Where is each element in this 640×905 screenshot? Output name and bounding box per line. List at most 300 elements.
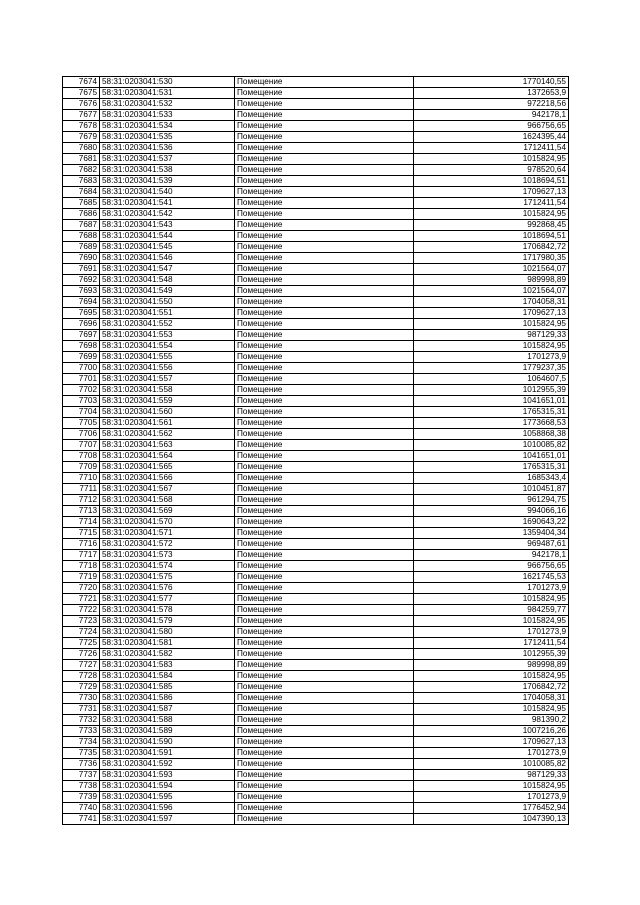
cadastral-number-cell: 58:31:0203041:535 [100,132,235,143]
cadastral-number-cell: 58:31:0203041:577 [100,594,235,605]
cadastral-number-cell: 58:31:0203041:562 [100,429,235,440]
object-type-cell: Помещение [235,385,414,396]
object-type-cell: Помещение [235,583,414,594]
row-number-cell: 7732 [63,715,100,726]
row-number-cell: 7687 [63,220,100,231]
cadastral-number-cell: 58:31:0203041:591 [100,748,235,759]
table-row [63,110,569,121]
table-row [63,407,569,418]
object-type-cell: Помещение [235,649,414,660]
cadastral-number-cell: 58:31:0203041:579 [100,616,235,627]
object-type-cell: Помещение [235,451,414,462]
cadastral-number-cell: 58:31:0203041:590 [100,737,235,748]
cadastral-value-cell: 1018694,51 [414,231,569,242]
row-number-cell: 7707 [63,440,100,451]
cadastral-value-cell: 1779237,35 [414,363,569,374]
cadastral-number-cell: 58:31:0203041:587 [100,704,235,715]
cadastral-number-cell: 58:31:0203041:556 [100,363,235,374]
row-number-cell: 7739 [63,792,100,803]
cadastral-number-cell: 58:31:0203041:560 [100,407,235,418]
row-number-cell: 7729 [63,682,100,693]
row-number-cell: 7721 [63,594,100,605]
cadastral-number-cell: 58:31:0203041:539 [100,176,235,187]
object-type-cell: Помещение [235,572,414,583]
table-row [63,704,569,715]
object-type-cell: Помещение [235,803,414,814]
object-type-cell: Помещение [235,275,414,286]
object-type-cell: Помещение [235,759,414,770]
object-type-cell: Помещение [235,440,414,451]
table-row [63,528,569,539]
cadastral-number-cell: 58:31:0203041:544 [100,231,235,242]
cadastral-number-cell: 58:31:0203041:550 [100,297,235,308]
row-number-cell: 7698 [63,341,100,352]
cadastral-number-cell: 58:31:0203041:531 [100,88,235,99]
table-row [63,231,569,242]
object-type-cell: Помещение [235,814,414,825]
object-type-cell: Помещение [235,539,414,550]
object-type-cell: Помещение [235,330,414,341]
row-number-cell: 7681 [63,154,100,165]
row-number-cell: 7705 [63,418,100,429]
cadastral-number-cell: 58:31:0203041:596 [100,803,235,814]
cadastral-value-cell: 1765315,31 [414,407,569,418]
table-row [63,374,569,385]
table-row [63,715,569,726]
cadastral-value-cell: 942178,1 [414,110,569,121]
table-row [63,693,569,704]
object-type-cell: Помещение [235,737,414,748]
object-type-cell: Помещение [235,352,414,363]
object-type-cell: Помещение [235,495,414,506]
cadastral-value-cell: 1701273,9 [414,792,569,803]
table-row [63,396,569,407]
cadastral-value-cell: 1709627,13 [414,187,569,198]
row-number-cell: 7700 [63,363,100,374]
cadastral-value-cell: 1010085,82 [414,759,569,770]
object-type-cell: Помещение [235,220,414,231]
cadastral-value-cell: 966756,65 [414,121,569,132]
row-number-cell: 7676 [63,99,100,110]
table-row [63,429,569,440]
table-row [63,385,569,396]
row-number-cell: 7682 [63,165,100,176]
table-row [63,187,569,198]
object-type-cell: Помещение [235,517,414,528]
cadastral-number-cell: 58:31:0203041:532 [100,99,235,110]
object-type-cell: Помещение [235,209,414,220]
row-number-cell: 7737 [63,770,100,781]
object-type-cell: Помещение [235,308,414,319]
object-type-cell: Помещение [235,715,414,726]
row-number-cell: 7689 [63,242,100,253]
cadastral-number-cell: 58:31:0203041:583 [100,660,235,671]
cadastral-value-cell: 1015824,95 [414,209,569,220]
cadastral-number-cell: 58:31:0203041:569 [100,506,235,517]
object-type-cell: Помещение [235,231,414,242]
object-type-cell: Помещение [235,132,414,143]
table-row [63,770,569,781]
table-row [63,308,569,319]
cadastral-value-cell: 1717980,35 [414,253,569,264]
cadastral-value-cell: 966756,65 [414,561,569,572]
cadastral-value-cell: 1712411,54 [414,143,569,154]
table-row [63,220,569,231]
cadastral-value-cell: 1015824,95 [414,154,569,165]
object-type-cell: Помещение [235,286,414,297]
cadastral-value-cell: 1010085,82 [414,440,569,451]
object-type-cell: Помещение [235,748,414,759]
cadastral-value-cell: 1015824,95 [414,616,569,627]
cadastral-number-cell: 58:31:0203041:545 [100,242,235,253]
table-row [63,781,569,792]
cadastral-value-cell: 1015824,95 [414,319,569,330]
cadastral-number-cell: 58:31:0203041:582 [100,649,235,660]
table-row [63,660,569,671]
cadastral-number-cell: 58:31:0203041:566 [100,473,235,484]
object-type-cell: Помещение [235,462,414,473]
cadastral-value-cell: 1706842,72 [414,242,569,253]
object-type-cell: Помещение [235,110,414,121]
table-row [63,352,569,363]
cadastral-value-cell: 969487,61 [414,539,569,550]
row-number-cell: 7710 [63,473,100,484]
cadastral-value-cell: 1701273,9 [414,352,569,363]
cadastral-value-cell: 1012955,39 [414,649,569,660]
object-type-cell: Помещение [235,319,414,330]
object-type-cell: Помещение [235,407,414,418]
row-number-cell: 7728 [63,671,100,682]
table-row [63,649,569,660]
table-row [63,605,569,616]
cadastral-number-cell: 58:31:0203041:540 [100,187,235,198]
row-number-cell: 7722 [63,605,100,616]
cadastral-number-cell: 58:31:0203041:571 [100,528,235,539]
cadastral-value-cell: 942178,1 [414,550,569,561]
object-type-cell: Помещение [235,77,414,88]
cadastral-value-cell: 1021564,07 [414,264,569,275]
table-row [63,572,569,583]
cadastral-number-cell: 58:31:0203041:595 [100,792,235,803]
object-type-cell: Помещение [235,781,414,792]
cadastral-number-cell: 58:31:0203041:565 [100,462,235,473]
table-row [63,319,569,330]
object-type-cell: Помещение [235,154,414,165]
cadastral-value-cell: 1021564,07 [414,286,569,297]
table-row [63,748,569,759]
row-number-cell: 7684 [63,187,100,198]
row-number-cell: 7736 [63,759,100,770]
table-body [63,77,569,825]
row-number-cell: 7718 [63,561,100,572]
object-type-cell: Помещение [235,363,414,374]
cadastral-number-cell: 58:31:0203041:543 [100,220,235,231]
cadastral-number-cell: 58:31:0203041:553 [100,330,235,341]
cadastral-value-cell: 1709627,13 [414,308,569,319]
object-type-cell: Помещение [235,198,414,209]
row-number-cell: 7741 [63,814,100,825]
object-type-cell: Помещение [235,341,414,352]
cadastral-number-cell: 58:31:0203041:581 [100,638,235,649]
cadastral-value-cell: 1015824,95 [414,594,569,605]
cadastral-number-cell: 58:31:0203041:558 [100,385,235,396]
cadastral-number-cell: 58:31:0203041:586 [100,693,235,704]
cadastral-number-cell: 58:31:0203041:584 [100,671,235,682]
row-number-cell: 7734 [63,737,100,748]
table-row [63,209,569,220]
table-row [63,484,569,495]
cadastral-value-cell: 1770140,55 [414,77,569,88]
cadastral-value-cell: 1041651,01 [414,451,569,462]
table-row [63,77,569,88]
row-number-cell: 7708 [63,451,100,462]
table-row [63,165,569,176]
cadastral-number-cell: 58:31:0203041:578 [100,605,235,616]
row-number-cell: 7719 [63,572,100,583]
object-type-cell: Помещение [235,484,414,495]
cadastral-number-cell: 58:31:0203041:537 [100,154,235,165]
cadastral-number-cell: 58:31:0203041:575 [100,572,235,583]
row-number-cell: 7692 [63,275,100,286]
cadastral-number-cell: 58:31:0203041:536 [100,143,235,154]
table-row [63,198,569,209]
object-type-cell: Помещение [235,704,414,715]
row-number-cell: 7711 [63,484,100,495]
cadastral-value-cell: 1015824,95 [414,781,569,792]
object-type-cell: Помещение [235,594,414,605]
row-number-cell: 7726 [63,649,100,660]
cadastral-number-cell: 58:31:0203041:594 [100,781,235,792]
row-number-cell: 7680 [63,143,100,154]
cadastral-number-cell: 58:31:0203041:542 [100,209,235,220]
row-number-cell: 7740 [63,803,100,814]
object-type-cell: Помещение [235,605,414,616]
cadastral-value-cell: 981390,2 [414,715,569,726]
cadastral-value-cell: 1706842,72 [414,682,569,693]
row-number-cell: 7678 [63,121,100,132]
cadastral-value-cell: 1058868,38 [414,429,569,440]
row-number-cell: 7685 [63,198,100,209]
cadastral-number-cell: 58:31:0203041:557 [100,374,235,385]
cadastral-value-cell: 987129,33 [414,770,569,781]
object-type-cell: Помещение [235,418,414,429]
table-row [63,638,569,649]
table-row [63,583,569,594]
cadastral-number-cell: 58:31:0203041:588 [100,715,235,726]
row-number-cell: 7675 [63,88,100,99]
row-number-cell: 7727 [63,660,100,671]
object-type-cell: Помещение [235,792,414,803]
row-number-cell: 7695 [63,308,100,319]
row-number-cell: 7724 [63,627,100,638]
object-type-cell: Помещение [235,473,414,484]
cadastral-number-cell: 58:31:0203041:552 [100,319,235,330]
cadastral-number-cell: 58:31:0203041:593 [100,770,235,781]
row-number-cell: 7712 [63,495,100,506]
cadastral-value-cell: 1007216,26 [414,726,569,737]
cadastral-number-cell: 58:31:0203041:551 [100,308,235,319]
table-row [63,462,569,473]
row-number-cell: 7709 [63,462,100,473]
row-number-cell: 7714 [63,517,100,528]
row-number-cell: 7735 [63,748,100,759]
cadastral-value-cell: 1701273,9 [414,748,569,759]
document-page [62,76,569,825]
cadastral-value-cell: 1704058,31 [414,693,569,704]
cadastral-value-cell: 1765315,31 [414,462,569,473]
object-type-cell: Помещение [235,506,414,517]
table-row [63,297,569,308]
row-number-cell: 7704 [63,407,100,418]
cadastral-value-cell: 1712411,54 [414,638,569,649]
table-row [63,792,569,803]
cadastral-value-cell: 989998,89 [414,660,569,671]
row-number-cell: 7723 [63,616,100,627]
object-type-cell: Помещение [235,396,414,407]
table-row [63,341,569,352]
row-number-cell: 7686 [63,209,100,220]
cadastral-value-cell: 994066,16 [414,506,569,517]
row-number-cell: 7691 [63,264,100,275]
object-type-cell: Помещение [235,627,414,638]
cadastral-value-cell: 1624395,44 [414,132,569,143]
table-row [63,418,569,429]
row-number-cell: 7713 [63,506,100,517]
table-row [63,561,569,572]
table-row [63,275,569,286]
cadastral-number-cell: 58:31:0203041:580 [100,627,235,638]
row-number-cell: 7693 [63,286,100,297]
object-type-cell: Помещение [235,561,414,572]
cadastral-number-cell: 58:31:0203041:585 [100,682,235,693]
object-type-cell: Помещение [235,693,414,704]
table-row [63,242,569,253]
table-row [63,88,569,99]
row-number-cell: 7694 [63,297,100,308]
cadastral-value-cell: 1704058,31 [414,297,569,308]
table-row [63,627,569,638]
row-number-cell: 7738 [63,781,100,792]
object-type-cell: Помещение [235,638,414,649]
cadastral-value-cell: 1015824,95 [414,341,569,352]
object-type-cell: Помещение [235,660,414,671]
cadastral-value-cell: 1047390,13 [414,814,569,825]
cadastral-value-cell: 1012955,39 [414,385,569,396]
object-type-cell: Помещение [235,770,414,781]
table-row [63,495,569,506]
object-type-cell: Помещение [235,253,414,264]
cadastral-number-cell: 58:31:0203041:538 [100,165,235,176]
row-number-cell: 7688 [63,231,100,242]
row-number-cell: 7717 [63,550,100,561]
row-number-cell: 7679 [63,132,100,143]
cadastral-value-cell: 1685343,4 [414,473,569,484]
cadastral-value-cell: 1064607,5 [414,374,569,385]
cadastral-number-cell: 58:31:0203041:554 [100,341,235,352]
table-row [63,594,569,605]
table-row [63,363,569,374]
cadastral-number-cell: 58:31:0203041:541 [100,198,235,209]
object-type-cell: Помещение [235,550,414,561]
table-row [63,99,569,110]
cadastral-value-cell: 1015824,95 [414,671,569,682]
row-number-cell: 7730 [63,693,100,704]
table-row [63,726,569,737]
cadastral-value-cell: 1041651,01 [414,396,569,407]
cadastral-number-cell: 58:31:0203041:597 [100,814,235,825]
cadastral-value-cell: 961294,75 [414,495,569,506]
table-row [63,737,569,748]
table-row [63,176,569,187]
row-number-cell: 7720 [63,583,100,594]
cadastral-number-cell: 58:31:0203041:567 [100,484,235,495]
table-row [63,539,569,550]
cadastral-value-cell: 1701273,9 [414,583,569,594]
object-type-cell: Помещение [235,165,414,176]
object-type-cell: Помещение [235,682,414,693]
cadastral-value-table [62,76,569,825]
cadastral-number-cell: 58:31:0203041:592 [100,759,235,770]
cadastral-value-cell: 1773668,53 [414,418,569,429]
object-type-cell: Помещение [235,242,414,253]
cadastral-number-cell: 58:31:0203041:548 [100,275,235,286]
row-number-cell: 7725 [63,638,100,649]
cadastral-number-cell: 58:31:0203041:570 [100,517,235,528]
cadastral-number-cell: 58:31:0203041:573 [100,550,235,561]
table-row [63,253,569,264]
table-row [63,803,569,814]
cadastral-value-cell: 987129,33 [414,330,569,341]
object-type-cell: Помещение [235,121,414,132]
cadastral-number-cell: 58:31:0203041:564 [100,451,235,462]
row-number-cell: 7699 [63,352,100,363]
cadastral-number-cell: 58:31:0203041:530 [100,77,235,88]
cadastral-number-cell: 58:31:0203041:534 [100,121,235,132]
cadastral-number-cell: 58:31:0203041:589 [100,726,235,737]
row-number-cell: 7703 [63,396,100,407]
cadastral-value-cell: 1010451,87 [414,484,569,495]
table-row [63,330,569,341]
table-row [63,440,569,451]
object-type-cell: Помещение [235,99,414,110]
table-row [63,121,569,132]
row-number-cell: 7674 [63,77,100,88]
object-type-cell: Помещение [235,726,414,737]
cadastral-number-cell: 58:31:0203041:559 [100,396,235,407]
object-type-cell: Помещение [235,297,414,308]
row-number-cell: 7702 [63,385,100,396]
table-row [63,682,569,693]
cadastral-value-cell: 1690643,22 [414,517,569,528]
cadastral-number-cell: 58:31:0203041:561 [100,418,235,429]
row-number-cell: 7701 [63,374,100,385]
table-row [63,154,569,165]
table-row [63,264,569,275]
object-type-cell: Помещение [235,187,414,198]
cadastral-value-cell: 1621745,53 [414,572,569,583]
row-number-cell: 7683 [63,176,100,187]
table-row [63,517,569,528]
table-row [63,671,569,682]
cadastral-value-cell: 1709627,13 [414,737,569,748]
table-row [63,814,569,825]
table-row [63,143,569,154]
cadastral-number-cell: 58:31:0203041:574 [100,561,235,572]
object-type-cell: Помещение [235,616,414,627]
cadastral-value-cell: 1776452,94 [414,803,569,814]
cadastral-number-cell: 58:31:0203041:547 [100,264,235,275]
table-row [63,550,569,561]
